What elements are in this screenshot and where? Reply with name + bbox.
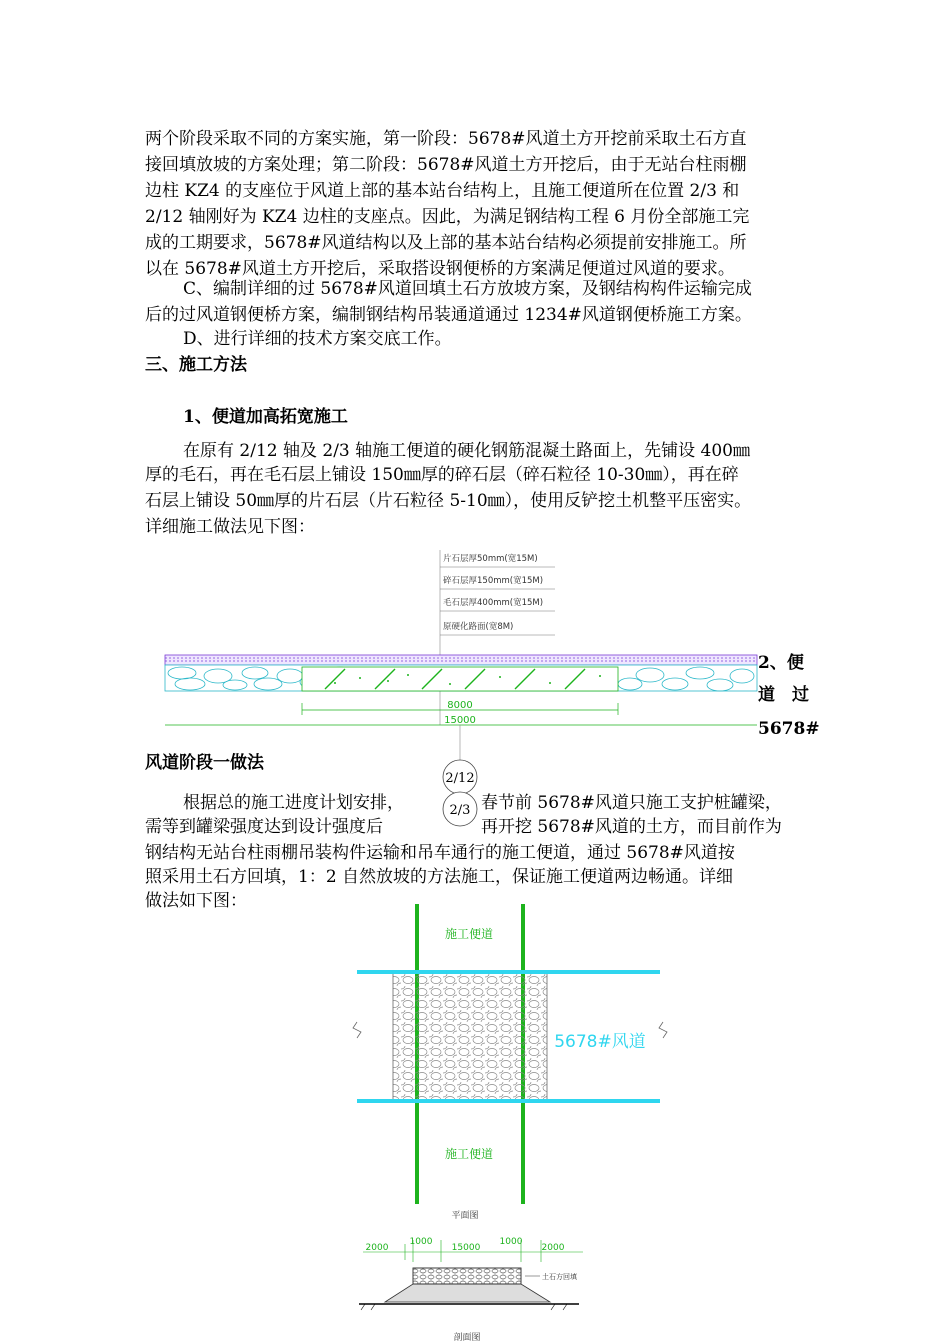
duct-label: 5678#风道 [554,1032,646,1052]
paragraph-line: 需等到罐梁强度达到设计强度后 [145,817,383,837]
paragraph-line: 后的过风道钢便桥方案，编制钢结构吊装通道通过 1234#风道钢便桥施工方案。 [145,305,752,325]
dim-label: 2000 [365,1243,389,1253]
layer-label: 片石层厚50mm(宽15M) [443,554,538,564]
paragraph-line: 春节前 5678#风道只施工支护桩罐梁， [481,793,782,813]
dim-inner: 8000 [447,700,473,711]
subsection-heading: 1、便道加高拓宽施工 [183,407,348,427]
road-layer-figure [160,545,760,725]
paragraph-line: 在原有 2/12 轴及 2/3 轴施工便道的硬化钢筋混凝土路面上，先铺设 400㎜ [183,441,751,461]
paragraph-line: 照采用土石方回填，1：2 自然放坡的方法施工，保证施工便道两边畅通。详细 [145,867,734,887]
plan-view-figure [345,902,675,1222]
paragraph-line: 边柱 KZ4 的支座位于风道上部的基本站台结构上，且施工便道所在位置 2/3 和 [145,181,740,201]
cross-section-figure [355,1232,595,1344]
fill-label: 土石方回填 [542,1273,577,1281]
dim-label: 2000 [541,1243,565,1253]
paragraph-line: 再开挖 5678#风道的土方，而目前作为 [481,817,782,837]
subsection-heading-part: 5678# [758,719,820,739]
paragraph-line: 石层上铺设 50㎜厚的片石层（片石粒径 5-10㎜），使用反铲挖土机整平压密实。 [145,491,752,511]
layer-label: 原硬化路面(宽8M) [443,622,514,632]
dim-outer: 15000 [444,715,476,726]
dim-label: 1000 [499,1237,523,1247]
road-label: 施工便道 [444,927,494,941]
subsection-heading-part: 2、便 [758,653,804,673]
layer-label: 碎石层厚150mm(宽15M) [443,576,544,586]
paragraph-line: 2/12 轴刚好为 KZ4 边柱的支座点。因此，为满足钢结构工程 6 月份全部施工完 [145,207,750,227]
figure-caption: 平面图 [451,1211,479,1221]
dim-label: 1000 [409,1237,433,1247]
dim-label: 15000 [451,1243,481,1253]
axis-label: 2/12 [445,771,475,786]
paragraph-line: 厚的毛石，再在毛石层上铺设 150㎜厚的碎石层（碎石粒径 10-30㎜），再在碎 [145,465,739,485]
road-label: 施工便道 [444,1147,494,1161]
paragraph-line: 根据总的施工进度计划安排， [183,793,404,813]
paragraph-line: 做法如下图： [145,891,247,911]
paragraph-line: 接回填放坡的方案处理；第二阶段：5678#风道土方开挖后，由于无站台柱雨棚 [145,155,747,175]
paragraph-line: 成的工期要求，5678#风道结构以及上部的基本站台结构必须提前安排施工。所 [145,233,747,253]
paragraph-line: C、编制详细的过 5678#风道回填土石方放坡方案，及钢结构构件运输完成 [183,279,752,299]
subsection-heading: 风道阶段一做法 [145,753,264,773]
layer-label: 毛石层厚400mm(宽15M) [443,598,544,608]
subsection-heading-part: 道 过 [758,685,809,705]
paragraph-line: 详细施工做法见下图： [145,517,315,537]
section-heading: 三、施工方法 [145,355,247,375]
paragraph-line: 钢结构无站台柱雨棚吊装构件运输和吊车通行的施工便道，通过 5678#风道按 [145,843,735,863]
paragraph-line: 两个阶段采取不同的方案实施，第一阶段：5678#风道土方开挖前采取土石方直 [145,129,747,149]
paragraph-line: D、进行详细的技术方案交底工作。 [183,329,452,349]
axis-label: 2/3 [449,803,471,818]
figure-caption: 剖面图 [453,1333,481,1343]
paragraph-line: 以在 5678#风道土方开挖后，采取搭设钢便桥的方案满足便道过风道的要求。 [145,259,735,279]
